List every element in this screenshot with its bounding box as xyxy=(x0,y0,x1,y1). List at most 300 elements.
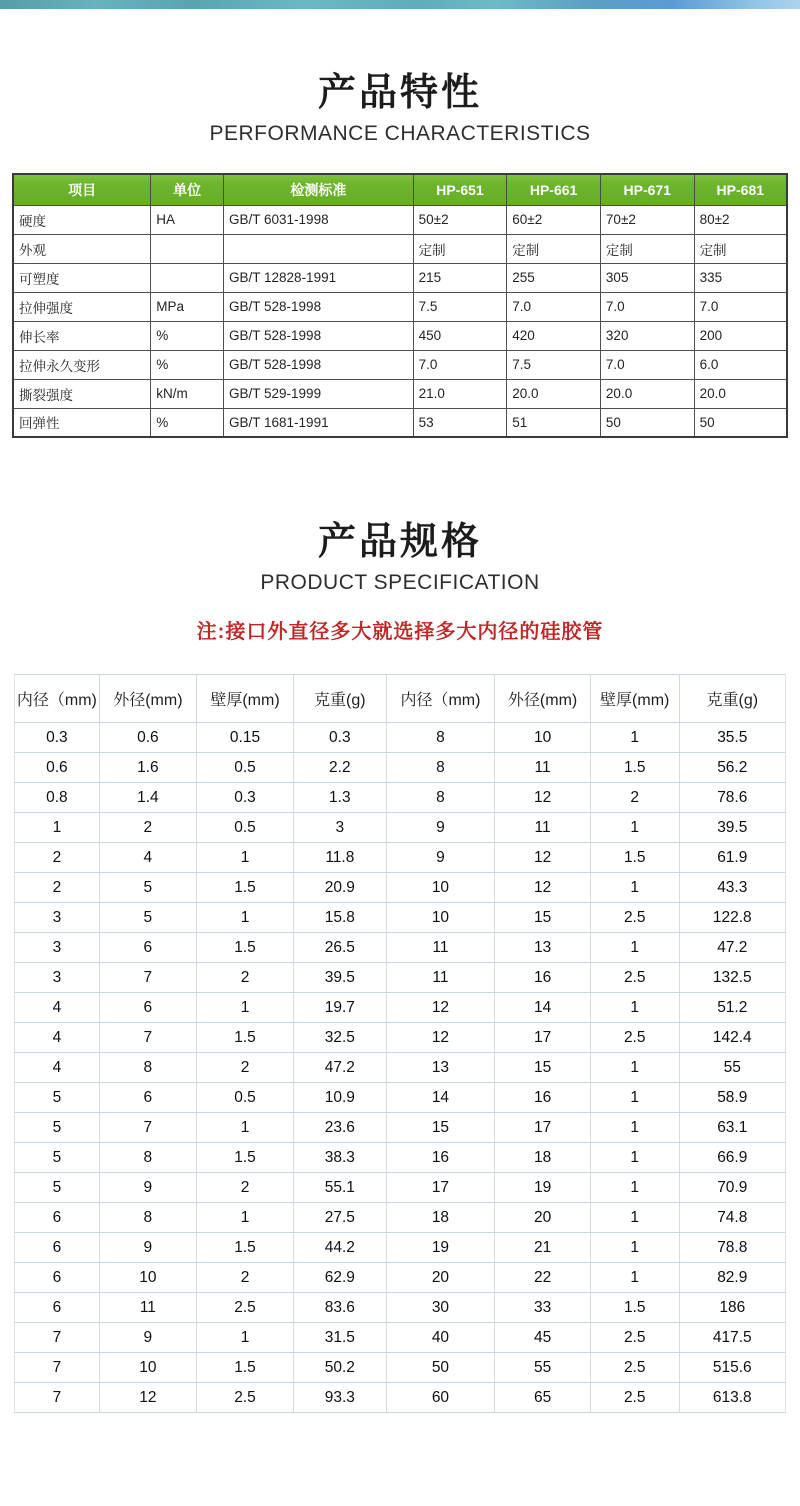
table-cell: 19 xyxy=(386,1233,495,1263)
table-cell: 60 xyxy=(386,1383,495,1413)
table-cell: 0.6 xyxy=(15,753,100,783)
specification-table-body xyxy=(15,723,786,1413)
table-cell: 70.9 xyxy=(679,1173,785,1203)
table-cell: 45 xyxy=(495,1323,591,1353)
table-cell xyxy=(224,234,414,263)
table-row xyxy=(15,1113,786,1143)
specification-title: 产品规格 xyxy=(317,521,482,563)
table-cell: 19 xyxy=(495,1173,591,1203)
table-cell: 31.5 xyxy=(294,1323,387,1353)
table-cell: 16 xyxy=(386,1143,495,1173)
table-cell: 20 xyxy=(386,1263,495,1293)
table-cell: 7.0 xyxy=(600,292,694,321)
table-cell: 1 xyxy=(590,933,679,963)
table-cell: % xyxy=(151,350,224,379)
table-cell: 1 xyxy=(590,1113,679,1143)
table-cell: 9 xyxy=(99,1233,196,1263)
table-cell: 417.5 xyxy=(679,1323,785,1353)
table-cell: 78.8 xyxy=(679,1233,785,1263)
column-header: HP-651 xyxy=(413,174,507,205)
table-cell: 6 xyxy=(15,1233,100,1263)
table-cell: MPa xyxy=(151,292,224,321)
table-cell: 2.5 xyxy=(590,1383,679,1413)
table-cell: 12 xyxy=(495,783,591,813)
column-header: HP-661 xyxy=(507,174,601,205)
table-cell: GB/T 6031-1998 xyxy=(224,205,414,234)
table-row xyxy=(15,903,786,933)
specification-subtitle: PRODUCT SPECIFICATION xyxy=(260,571,540,594)
table-cell: 2.5 xyxy=(590,963,679,993)
table-cell: 21 xyxy=(495,1233,591,1263)
table-cell: kN/m xyxy=(151,379,224,408)
table-cell: % xyxy=(151,408,224,437)
table-cell: 7.0 xyxy=(694,292,787,321)
table-cell: 1 xyxy=(196,1203,293,1233)
table-row xyxy=(13,292,787,321)
table-cell: 2.5 xyxy=(590,1323,679,1353)
table-cell: 4 xyxy=(15,993,100,1023)
table-cell: 11 xyxy=(99,1293,196,1323)
table-cell: 6 xyxy=(15,1293,100,1323)
table-cell: 12 xyxy=(495,873,591,903)
column-header: 外径(mm) xyxy=(495,675,591,723)
table-cell: 5 xyxy=(15,1113,100,1143)
table-cell: 47.2 xyxy=(294,1053,387,1083)
table-cell: 93.3 xyxy=(294,1383,387,1413)
table-cell: 11.8 xyxy=(294,843,387,873)
table-row xyxy=(13,350,787,379)
table-cell: 3 xyxy=(15,963,100,993)
specification-table xyxy=(14,674,786,1413)
table-cell: 6 xyxy=(99,933,196,963)
table-cell: 撕裂强度 xyxy=(13,379,151,408)
table-cell: 5 xyxy=(99,873,196,903)
table-row xyxy=(15,1083,786,1113)
table-cell: 3 xyxy=(294,813,387,843)
table-cell: 1.5 xyxy=(196,933,293,963)
table-cell: 200 xyxy=(694,321,787,350)
table-cell: 62.9 xyxy=(294,1263,387,1293)
table-cell: 10.9 xyxy=(294,1083,387,1113)
table-cell: 80±2 xyxy=(694,205,787,234)
table-cell: 305 xyxy=(600,263,694,292)
table-row xyxy=(15,1293,786,1323)
specification-note: 注:接口外直径多大就选择多大内径的硅胶管 xyxy=(196,621,604,643)
table-cell: 20.0 xyxy=(694,379,787,408)
table-cell: 1.6 xyxy=(99,753,196,783)
table-cell xyxy=(151,234,224,263)
top-gradient-bar xyxy=(0,0,800,9)
table-cell: 1.4 xyxy=(99,783,196,813)
table-cell: 定制 xyxy=(507,234,601,263)
performance-table-header-row xyxy=(13,174,787,205)
table-cell: GB/T 528-1998 xyxy=(224,292,414,321)
table-cell: 1 xyxy=(590,873,679,903)
table-cell: 61.9 xyxy=(679,843,785,873)
table-cell: 7 xyxy=(99,963,196,993)
specification-table-header-row xyxy=(15,675,786,723)
table-cell: 2.5 xyxy=(590,1023,679,1053)
table-row xyxy=(13,263,787,292)
table-row xyxy=(15,1203,786,1233)
table-cell: 9 xyxy=(99,1323,196,1353)
table-cell: 1.5 xyxy=(590,843,679,873)
table-cell: 51 xyxy=(507,408,601,437)
column-header: HP-681 xyxy=(694,174,787,205)
table-cell: 10 xyxy=(99,1353,196,1383)
table-cell: 0.8 xyxy=(15,783,100,813)
table-row xyxy=(15,723,786,753)
table-cell: 5 xyxy=(15,1083,100,1113)
table-cell: 7.5 xyxy=(413,292,507,321)
table-cell: 12 xyxy=(386,993,495,1023)
performance-table-body xyxy=(13,205,787,437)
table-row xyxy=(15,783,786,813)
specification-section-header xyxy=(0,510,800,595)
column-header: HP-671 xyxy=(600,174,694,205)
table-cell: 1.5 xyxy=(196,1023,293,1053)
table-cell: 22 xyxy=(495,1263,591,1293)
table-cell: 8 xyxy=(99,1203,196,1233)
table-cell: 7 xyxy=(15,1323,100,1353)
table-cell: GB/T 528-1998 xyxy=(224,350,414,379)
table-cell: 186 xyxy=(679,1293,785,1323)
table-row xyxy=(15,993,786,1023)
table-cell: 1 xyxy=(15,813,100,843)
table-cell: 0.3 xyxy=(294,723,387,753)
table-cell: 18 xyxy=(495,1143,591,1173)
table-row xyxy=(15,813,786,843)
table-cell: 1 xyxy=(590,1053,679,1083)
table-cell: 74.8 xyxy=(679,1203,785,1233)
table-cell: 4 xyxy=(15,1023,100,1053)
table-cell: 23.6 xyxy=(294,1113,387,1143)
table-cell: 8 xyxy=(386,723,495,753)
table-cell: 15.8 xyxy=(294,903,387,933)
table-cell: 拉伸强度 xyxy=(13,292,151,321)
table-cell: 63.1 xyxy=(679,1113,785,1143)
table-row xyxy=(13,234,787,263)
table-cell: 0.3 xyxy=(196,783,293,813)
table-cell: 82.9 xyxy=(679,1263,785,1293)
column-header: 克重(g) xyxy=(679,675,785,723)
table-cell: 50.2 xyxy=(294,1353,387,1383)
table-cell: 11 xyxy=(495,753,591,783)
table-cell: 5 xyxy=(15,1143,100,1173)
performance-table xyxy=(12,173,788,438)
table-cell: 8 xyxy=(99,1143,196,1173)
table-cell: 7 xyxy=(15,1383,100,1413)
table-cell: 56.2 xyxy=(679,753,785,783)
table-cell: 13 xyxy=(495,933,591,963)
table-cell: 2 xyxy=(196,1053,293,1083)
table-cell: 2 xyxy=(15,873,100,903)
table-cell: 9 xyxy=(386,843,495,873)
table-cell: 515.6 xyxy=(679,1353,785,1383)
table-cell: 0.15 xyxy=(196,723,293,753)
table-cell: 20.9 xyxy=(294,873,387,903)
table-cell: 11 xyxy=(495,813,591,843)
table-cell: 65 xyxy=(495,1383,591,1413)
table-cell: 8 xyxy=(99,1053,196,1083)
table-row xyxy=(13,379,787,408)
table-cell: 1 xyxy=(196,1323,293,1353)
table-cell: % xyxy=(151,321,224,350)
table-cell: 17 xyxy=(495,1023,591,1053)
table-cell: 7 xyxy=(15,1353,100,1383)
table-cell: 17 xyxy=(386,1173,495,1203)
table-cell: 50±2 xyxy=(413,205,507,234)
column-header: 项目 xyxy=(13,174,151,205)
table-cell: 450 xyxy=(413,321,507,350)
table-cell: 39.5 xyxy=(679,813,785,843)
table-cell: 14 xyxy=(386,1083,495,1113)
table-cell: 6.0 xyxy=(694,350,787,379)
table-cell: 18 xyxy=(386,1203,495,1233)
table-cell: 1.5 xyxy=(196,873,293,903)
table-cell: 1.5 xyxy=(196,1233,293,1263)
table-cell: 33 xyxy=(495,1293,591,1323)
column-header: 单位 xyxy=(151,174,224,205)
table-cell: 2 xyxy=(15,843,100,873)
table-cell: 1 xyxy=(196,903,293,933)
table-cell: 15 xyxy=(386,1113,495,1143)
table-cell: 1 xyxy=(196,843,293,873)
table-cell: 2 xyxy=(196,1263,293,1293)
table-cell: 50 xyxy=(694,408,787,437)
table-cell: 1 xyxy=(196,993,293,1023)
table-cell: 613.8 xyxy=(679,1383,785,1413)
table-cell: 4 xyxy=(15,1053,100,1083)
table-cell: 60±2 xyxy=(507,205,601,234)
table-cell: 132.5 xyxy=(679,963,785,993)
table-cell: 13 xyxy=(386,1053,495,1083)
table-cell: 2 xyxy=(196,1173,293,1203)
table-row xyxy=(13,205,787,234)
column-header: 内径（mm) xyxy=(15,675,100,723)
table-cell: 6 xyxy=(99,1083,196,1113)
table-cell: 15 xyxy=(495,1053,591,1083)
table-cell: 回弹性 xyxy=(13,408,151,437)
table-cell: 7 xyxy=(99,1113,196,1143)
table-cell: 0.5 xyxy=(196,1083,293,1113)
table-cell: 50 xyxy=(600,408,694,437)
table-row xyxy=(15,1263,786,1293)
table-cell: 2.5 xyxy=(196,1293,293,1323)
table-row xyxy=(15,1353,786,1383)
column-header: 壁厚(mm) xyxy=(590,675,679,723)
table-cell: 1 xyxy=(590,1083,679,1113)
table-cell: 20.0 xyxy=(600,379,694,408)
table-cell: 0.3 xyxy=(15,723,100,753)
table-cell: 1 xyxy=(590,1233,679,1263)
table-cell: 2.5 xyxy=(590,903,679,933)
table-cell: 1.5 xyxy=(590,753,679,783)
table-cell: 20.0 xyxy=(507,379,601,408)
table-cell: 2.2 xyxy=(294,753,387,783)
table-cell: 70±2 xyxy=(600,205,694,234)
table-cell: 4 xyxy=(99,843,196,873)
table-cell: 定制 xyxy=(600,234,694,263)
table-cell: 12 xyxy=(495,843,591,873)
table-row xyxy=(15,1143,786,1173)
table-cell: 14 xyxy=(495,993,591,1023)
table-cell: 26.5 xyxy=(294,933,387,963)
table-cell: 1.5 xyxy=(196,1353,293,1383)
table-cell: 1.5 xyxy=(196,1143,293,1173)
table-cell: 1 xyxy=(590,1203,679,1233)
table-cell: 51.2 xyxy=(679,993,785,1023)
table-row xyxy=(15,1323,786,1353)
table-cell: 16 xyxy=(495,963,591,993)
table-cell: 7.0 xyxy=(600,350,694,379)
table-cell: 44.2 xyxy=(294,1233,387,1263)
table-row xyxy=(15,1053,786,1083)
table-cell: 320 xyxy=(600,321,694,350)
table-cell: 11 xyxy=(386,933,495,963)
table-cell: 10 xyxy=(386,903,495,933)
table-cell: 10 xyxy=(99,1263,196,1293)
table-cell: 50 xyxy=(386,1353,495,1383)
column-header: 壁厚(mm) xyxy=(196,675,293,723)
table-cell: 伸长率 xyxy=(13,321,151,350)
table-cell: 0.5 xyxy=(196,753,293,783)
table-cell: 47.2 xyxy=(679,933,785,963)
table-cell: 78.6 xyxy=(679,783,785,813)
table-cell: 35.5 xyxy=(679,723,785,753)
performance-section-header xyxy=(0,61,800,146)
table-cell: 12 xyxy=(99,1383,196,1413)
column-header: 检测标准 xyxy=(224,174,414,205)
table-cell: 定制 xyxy=(413,234,507,263)
table-cell: 1 xyxy=(196,1113,293,1143)
column-header: 克重(g) xyxy=(294,675,387,723)
table-cell: 58.9 xyxy=(679,1083,785,1113)
table-cell: 拉伸永久变形 xyxy=(13,350,151,379)
table-cell: 6 xyxy=(15,1263,100,1293)
table-cell: 55 xyxy=(495,1353,591,1383)
table-cell: 38.3 xyxy=(294,1143,387,1173)
table-cell: 1 xyxy=(590,813,679,843)
table-cell: 32.5 xyxy=(294,1023,387,1053)
table-cell: 1 xyxy=(590,993,679,1023)
table-cell: 7 xyxy=(99,1023,196,1053)
table-cell: 可塑度 xyxy=(13,263,151,292)
table-cell: 10 xyxy=(495,723,591,753)
table-cell: 9 xyxy=(386,813,495,843)
table-cell: 122.8 xyxy=(679,903,785,933)
table-row xyxy=(15,873,786,903)
table-cell: 21.0 xyxy=(413,379,507,408)
table-cell: 定制 xyxy=(694,234,787,263)
table-row xyxy=(15,843,786,873)
table-cell: 16 xyxy=(495,1083,591,1113)
table-cell: 2 xyxy=(590,783,679,813)
table-cell: 12 xyxy=(386,1023,495,1053)
table-cell: 55.1 xyxy=(294,1173,387,1203)
table-cell: 1.3 xyxy=(294,783,387,813)
table-cell: GB/T 1681-1991 xyxy=(224,408,414,437)
table-cell: 39.5 xyxy=(294,963,387,993)
table-cell: 30 xyxy=(386,1293,495,1323)
table-cell: 8 xyxy=(386,783,495,813)
table-cell: 27.5 xyxy=(294,1203,387,1233)
table-row xyxy=(15,1383,786,1413)
table-cell: GB/T 529-1999 xyxy=(224,379,414,408)
table-cell: 1.5 xyxy=(590,1293,679,1323)
table-cell: 9 xyxy=(99,1173,196,1203)
table-cell: 1 xyxy=(590,1143,679,1173)
table-cell: 142.4 xyxy=(679,1023,785,1053)
performance-subtitle: PERFORMANCE CHARACTERISTICS xyxy=(209,122,591,145)
table-cell: 215 xyxy=(413,263,507,292)
table-cell: 外观 xyxy=(13,234,151,263)
table-cell: 335 xyxy=(694,263,787,292)
table-cell: 2.5 xyxy=(590,1353,679,1383)
table-cell: 19.7 xyxy=(294,993,387,1023)
table-cell: 5 xyxy=(99,903,196,933)
table-cell: 8 xyxy=(386,753,495,783)
table-row xyxy=(15,753,786,783)
table-row xyxy=(15,1173,786,1203)
column-header: 外径(mm) xyxy=(99,675,196,723)
table-cell: 1 xyxy=(590,723,679,753)
table-cell: 40 xyxy=(386,1323,495,1353)
table-cell: 83.6 xyxy=(294,1293,387,1323)
table-cell: 3 xyxy=(15,933,100,963)
table-cell: 10 xyxy=(386,873,495,903)
table-cell: 2 xyxy=(99,813,196,843)
table-cell: 7.0 xyxy=(413,350,507,379)
table-cell: HA xyxy=(151,205,224,234)
table-row xyxy=(15,1233,786,1263)
table-row xyxy=(15,1023,786,1053)
table-cell: 420 xyxy=(507,321,601,350)
table-cell: 17 xyxy=(495,1113,591,1143)
column-header: 内径（mm) xyxy=(386,675,495,723)
table-cell: 0.6 xyxy=(99,723,196,753)
table-cell: 7.0 xyxy=(507,292,601,321)
table-row xyxy=(15,963,786,993)
table-cell: 2 xyxy=(196,963,293,993)
table-cell: 0.5 xyxy=(196,813,293,843)
table-cell xyxy=(151,263,224,292)
table-cell: 1 xyxy=(590,1263,679,1293)
performance-title: 产品特性 xyxy=(317,72,482,114)
table-cell: 20 xyxy=(495,1203,591,1233)
table-cell: 3 xyxy=(15,903,100,933)
table-cell: 6 xyxy=(15,1203,100,1233)
table-cell: 5 xyxy=(15,1173,100,1203)
table-row xyxy=(15,933,786,963)
table-cell: 7.5 xyxy=(507,350,601,379)
table-cell: 43.3 xyxy=(679,873,785,903)
table-cell: 53 xyxy=(413,408,507,437)
table-cell: GB/T 528-1998 xyxy=(224,321,414,350)
table-cell: 硬度 xyxy=(13,205,151,234)
table-cell: 1 xyxy=(590,1173,679,1203)
table-cell: 255 xyxy=(507,263,601,292)
table-row xyxy=(13,321,787,350)
table-cell: 6 xyxy=(99,993,196,1023)
table-cell: 15 xyxy=(495,903,591,933)
table-cell: 2.5 xyxy=(196,1383,293,1413)
table-cell: 11 xyxy=(386,963,495,993)
table-cell: GB/T 12828-1991 xyxy=(224,263,414,292)
table-cell: 55 xyxy=(679,1053,785,1083)
table-row xyxy=(13,408,787,437)
table-cell: 66.9 xyxy=(679,1143,785,1173)
